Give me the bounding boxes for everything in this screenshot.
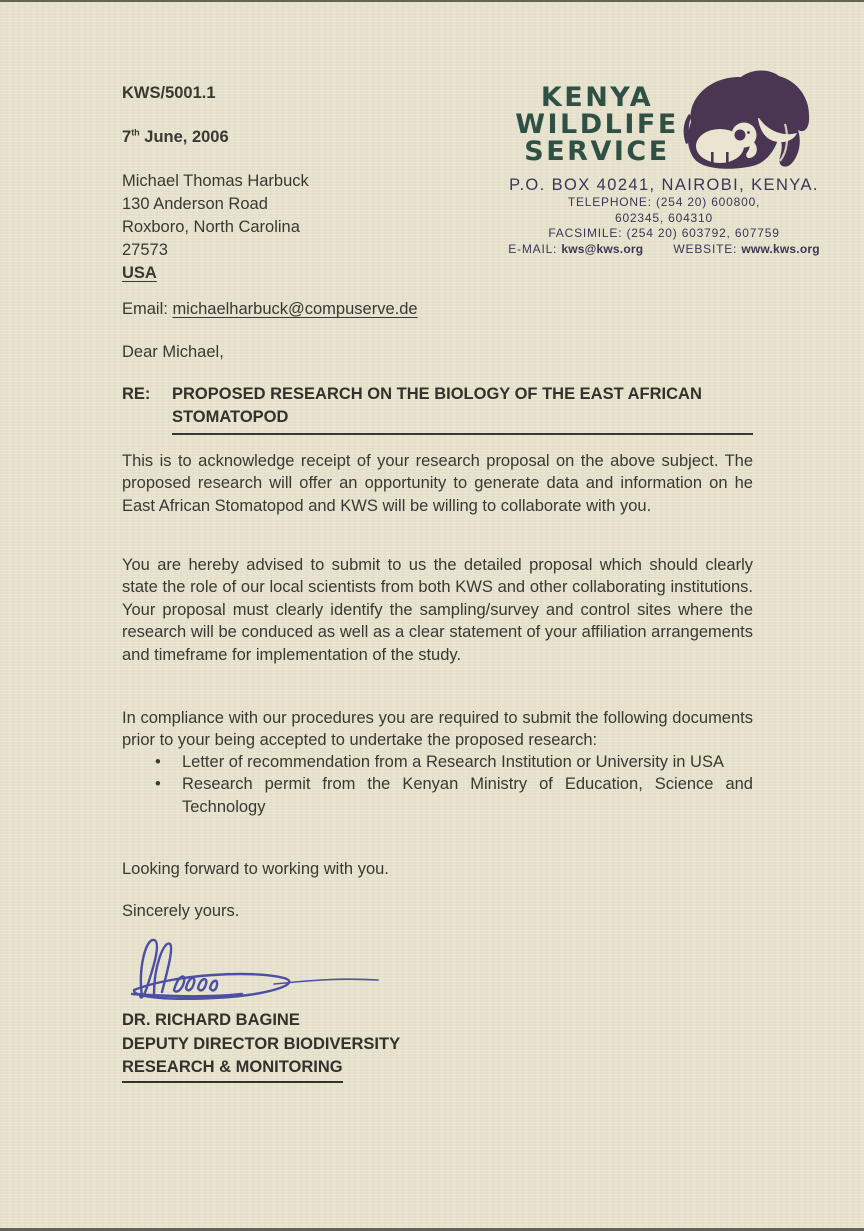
signatory-department: RESEARCH & MONITORING xyxy=(122,1056,343,1083)
email-label: Email: xyxy=(122,300,168,318)
paragraph-2: You are hereby advised to submit to us the detailed proposal which should clearly state the role of our local scientists from both KWS and other collaborating institutions. Your proposal must clearly identify the sampling/survey and control sites where the research will be conduced as well as a clear statement of your affiliation arrangements and timeframe for implementation of the study. xyxy=(122,556,753,664)
subject-text-line-1: PROPOSED RESEARCH ON THE BIOLOGY OF THE EAST AFRICAN xyxy=(172,385,702,403)
list-item xyxy=(122,773,753,818)
letterhead-address: P.O. BOX 40241, NAIROBI, KENYA. xyxy=(509,176,819,194)
list-item-text: Letter of recommendation from a Research Institution or University in USA xyxy=(182,753,724,771)
signatory-name: DR. RICHARD BAGINE xyxy=(122,1011,300,1029)
date-ordinal: th xyxy=(131,127,140,138)
letterhead-email-value: kws@kws.org xyxy=(561,241,644,256)
recipient-name: Michael Thomas Harbuck xyxy=(122,172,309,190)
letterhead-phone-line-1: TELEPHONE: (254 20) 600800, xyxy=(567,195,761,209)
recipient-country: USA xyxy=(122,264,157,282)
email-value: michaelharbuck@compuserve.de xyxy=(172,300,418,318)
letterhead-fax-line: FACSIMILE: (254 20) 603792, 607759 xyxy=(548,226,780,240)
date-day: 7 xyxy=(122,128,132,146)
subject-line xyxy=(122,383,753,435)
valediction: Sincerely yours. xyxy=(122,902,240,920)
signatory-block xyxy=(122,1009,753,1083)
org-name-line-3: SERVICE xyxy=(524,136,670,167)
letter-date xyxy=(122,126,753,148)
paragraph-1: This is to acknowledge receipt of your research proposal on the above subject. The proposed research will offer an opportunity to generate data and information on he East African Stomatopod and KWS will be willing to collaborate with you. xyxy=(122,452,753,515)
subject-label: RE: xyxy=(122,385,151,403)
scan-edge-top xyxy=(0,0,864,2)
letterhead-website-label: WEBSITE: xyxy=(673,241,738,256)
requirements-list xyxy=(122,751,753,818)
reference-number: KWS/5001.1 xyxy=(122,84,216,102)
bullet-icon: • xyxy=(155,753,161,771)
elephant-logo-icon xyxy=(681,64,813,174)
sender-email-line xyxy=(122,298,753,320)
recipient-city: Roxboro, North Carolina xyxy=(122,218,300,236)
handwritten-signature xyxy=(124,928,386,1006)
letterhead-top-row xyxy=(472,64,856,174)
recipient-street: 130 Anderson Road xyxy=(122,195,268,213)
salutation: Dear Michael, xyxy=(122,343,224,361)
letterhead-phone-line-2: 602345, 604310 xyxy=(615,210,713,225)
list-item xyxy=(122,751,753,773)
subject-text-line-2: STOMATOPOD xyxy=(172,406,753,435)
recipient-zip: 27573 xyxy=(122,241,168,259)
letterhead-email-label: E-MAIL: xyxy=(508,241,558,256)
paragraph-3: In compliance with our procedures you are required to submit the following documents prior to your being accepted to undertake the proposed research: xyxy=(122,709,753,750)
signatory-title: DEPUTY DIRECTOR BIODIVERSITY xyxy=(122,1034,401,1053)
org-name-line-2: WILDLIFE xyxy=(515,109,679,140)
recipient-address-block xyxy=(122,170,753,285)
bullet-icon: • xyxy=(155,775,161,794)
letterhead-website-value: www.kws.org xyxy=(741,241,820,256)
date-rest: June, 2006 xyxy=(139,128,229,146)
list-item-text: Research permit from the Kenyan Ministry of Education, Science and Technology xyxy=(182,775,753,816)
org-name-line-1: KENYA xyxy=(540,82,654,113)
closing-line: Looking forward to working with you. xyxy=(122,860,389,878)
